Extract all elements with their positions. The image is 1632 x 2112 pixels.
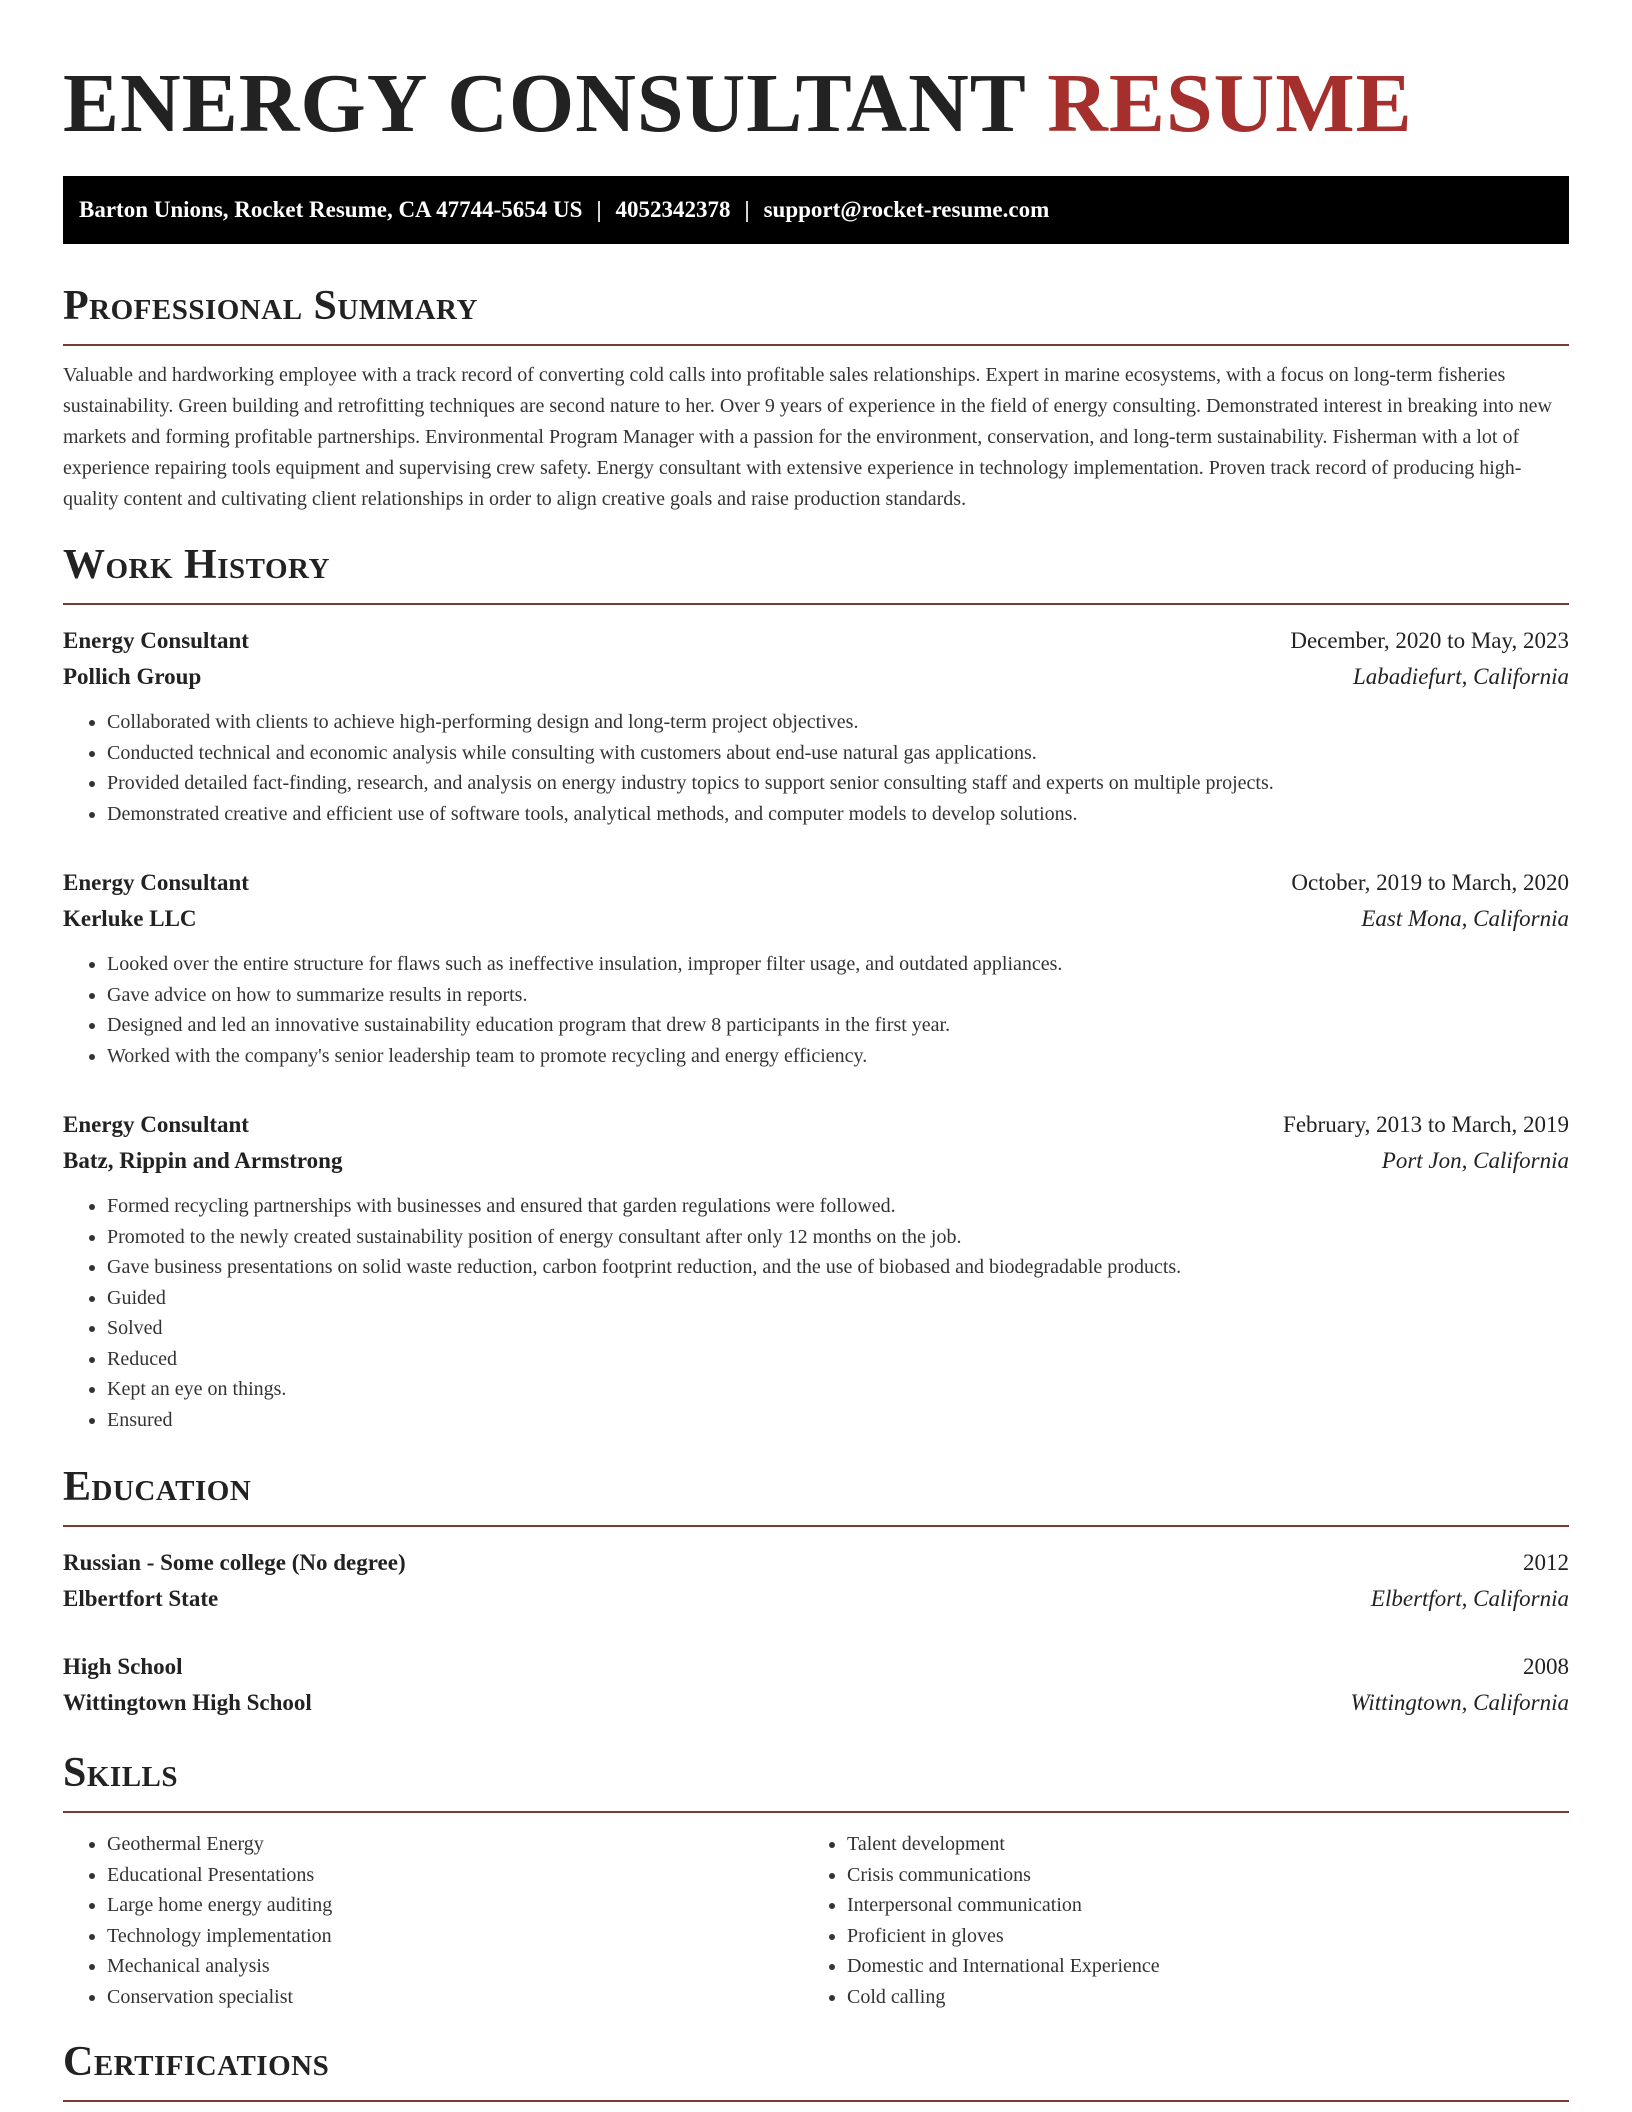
education-school: Elbertfort State: [63, 1586, 219, 1611]
contact-separator: |: [596, 197, 602, 222]
job-duty: • Provided detailed fact-finding, research, and analysis on energy industry topics to support senior consulting staff and experts on multiple projects.: [107, 768, 1569, 799]
job-duty: • Ensured: [107, 1405, 1569, 1436]
education-location: Elbertfort, California: [1370, 1586, 1569, 1611]
education-school: Wittingtown High School: [63, 1690, 312, 1715]
job-title: Energy Consultant: [63, 628, 249, 653]
job-duty: • Gave advice on how to summarize results in reports.: [107, 980, 1569, 1011]
skills-section: [63, 1747, 1569, 2012]
job-duty: • Promoted to the newly created sustainability position of energy consultant after only 12 months on the job.: [107, 1222, 1569, 1253]
skill-item: • Interpersonal communication: [847, 1890, 1543, 1921]
job-company: Kerluke LLC: [63, 906, 197, 931]
job-duty: • Designed and led an innovative sustainability education program that drew 8 participants in the first year.: [107, 1010, 1569, 1041]
skill-item: • Crisis communications: [847, 1860, 1543, 1891]
skill-item: • Mechanical analysis: [107, 1951, 803, 1982]
job-title: Energy Consultant: [63, 870, 249, 895]
education-degree-row: [63, 1649, 1569, 1685]
skill-item: • Cold calling: [847, 1982, 1543, 2013]
contact-email: support@rocket-resume.com: [763, 197, 1050, 222]
job-company-row: [63, 1143, 1569, 1179]
job-company: Pollich Group: [63, 664, 202, 689]
skills-list-right: [803, 1829, 1543, 2012]
contact-phone: 4052342378: [615, 197, 731, 222]
job-duty: • Collaborated with clients to achieve high-performing design and long-term project objectives.: [107, 707, 1569, 738]
skills-grid: [63, 1829, 1569, 2012]
job-header-row: [63, 865, 1569, 901]
job-header-row: [63, 623, 1569, 659]
skill-item: • Conservation specialist: [107, 1982, 803, 2013]
job-dates: October, 2019 to March, 2020: [1291, 870, 1569, 895]
skill-item: • Large home energy auditing: [107, 1890, 803, 1921]
skill-item: • Talent development: [847, 1829, 1543, 1860]
contact-address: Barton Unions, Rocket Resume, CA 47744-5654 US: [79, 197, 583, 222]
page-title: [63, 0, 1569, 152]
job-duty: • Formed recycling partnerships with businesses and ensured that garden regulations were followed.: [107, 1191, 1569, 1222]
certifications-heading: Certifications: [63, 2036, 1569, 2102]
skill-item: • Geothermal Energy: [107, 1829, 803, 1860]
education-entry: [63, 1649, 1569, 1721]
skill-item: • Educational Presentations: [107, 1860, 803, 1891]
job-entry: [63, 1107, 1569, 1435]
work-history-section: [63, 539, 1569, 1435]
job-duty: • Demonstrated creative and efficient use of software tools, analytical methods, and computer models to develop solutions.: [107, 799, 1569, 830]
education-degree: High School: [63, 1654, 183, 1679]
summary-section: [63, 280, 1569, 515]
contact-bar: [63, 176, 1569, 244]
job-company-row: [63, 901, 1569, 937]
education-location: Wittingtown, California: [1350, 1690, 1569, 1715]
job-entry: [63, 623, 1569, 829]
job-title: Energy Consultant: [63, 1112, 249, 1137]
job-company-row: [63, 659, 1569, 695]
job-dates: December, 2020 to May, 2023: [1290, 628, 1569, 653]
job-company: Batz, Rippin and Armstrong: [63, 1148, 343, 1173]
skills-list-left: [63, 1829, 803, 2012]
job-duties: [63, 1191, 1569, 1435]
skills-heading: Skills: [63, 1747, 1569, 1813]
education-year: 2012: [1523, 1550, 1569, 1575]
education-school-row: [63, 1685, 1569, 1721]
contact-separator: |: [744, 197, 750, 222]
education-degree-row: [63, 1545, 1569, 1581]
job-location: Labadiefurt, California: [1353, 664, 1569, 689]
certifications-section: [63, 2036, 1569, 2102]
summary-text: Valuable and hardworking employee with a track record of converting cold calls into profitable sales relationships. Expert in marine ecosystems, with a focus on long-term fisheries sustainability. Green building and retrofitting techniques are second nature to her. Over 9 years of experience in the field of energy consulting. Demonstrated interest in breaking into new markets and forming profitable partnerships. Environmental Program Manager with a passion for the environment, conservation, and long-term sustainability. Fisherman with a lot of experience repairing tools equipment and supervising crew safety. Energy consultant with extensive experience in technology implementation. Proven track record of producing high-quality content and cultivating client relationships in order to align creative goals and raise production standards.: [63, 364, 1552, 510]
job-duty: • Conducted technical and economic analysis while consulting with customers about end-use natural gas applications.: [107, 738, 1569, 769]
work-history-heading: Work History: [63, 539, 1569, 605]
job-duty: • Solved: [107, 1313, 1569, 1344]
title-accent: RESUME: [1047, 57, 1413, 150]
job-duties: [63, 949, 1569, 1071]
education-section: [63, 1461, 1569, 1721]
education-degree: Russian - Some college (No degree): [63, 1550, 406, 1575]
skill-item: • Technology implementation: [107, 1921, 803, 1952]
summary-heading: Professional Summary: [63, 280, 1569, 346]
job-duty: • Gave business presentations on solid waste reduction, carbon footprint reduction, and the use of biobased and biodegradable products.: [107, 1252, 1569, 1283]
job-duty: • Reduced: [107, 1344, 1569, 1375]
job-dates: February, 2013 to March, 2019: [1283, 1112, 1569, 1137]
job-duty: • Guided: [107, 1283, 1569, 1314]
job-duty: • Looked over the entire structure for flaws such as ineffective insulation, improper filter usage, and outdated appliances.: [107, 949, 1569, 980]
job-location: East Mona, California: [1361, 906, 1569, 931]
job-entry: [63, 865, 1569, 1071]
job-duty: • Worked with the company's senior leadership team to promote recycling and energy efficiency.: [107, 1041, 1569, 1072]
job-header-row: [63, 1107, 1569, 1143]
title-main: ENERGY CONSULTANT: [63, 57, 1026, 150]
education-heading: Education: [63, 1461, 1569, 1527]
job-duty: • Kept an eye on things.: [107, 1374, 1569, 1405]
education-year: 2008: [1523, 1654, 1569, 1679]
education-entry: [63, 1545, 1569, 1617]
skill-item: • Proficient in gloves: [847, 1921, 1543, 1952]
skill-item: • Domestic and International Experience: [847, 1951, 1543, 1982]
job-duties: [63, 707, 1569, 829]
education-school-row: [63, 1581, 1569, 1617]
job-location: Port Jon, California: [1381, 1148, 1569, 1173]
